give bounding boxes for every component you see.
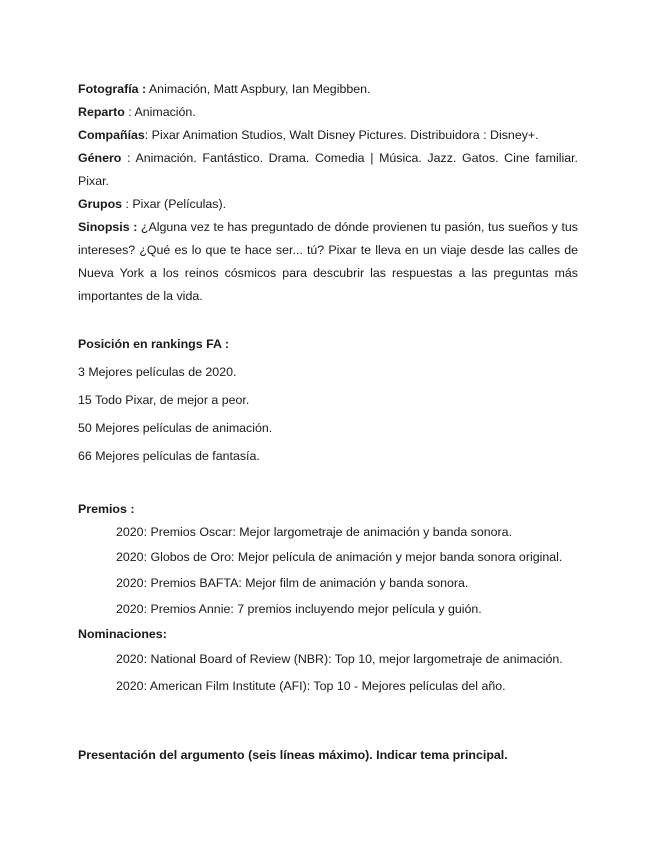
- credit-value: Animación, Matt Aspbury, Ian Megibben.: [146, 82, 371, 96]
- document-page: [78, 78, 578, 767]
- argument-heading: [78, 744, 578, 767]
- nominations-heading: [78, 623, 578, 646]
- credit-label: Fotografía :: [78, 82, 147, 96]
- ranking-item: 3 Mejores películas de 2020.: [78, 365, 237, 379]
- award-item: 2020: Premios BAFTA: Mejor film de animación y banda sonora.: [116, 576, 469, 590]
- credit-value: ¿Alguna vez te has preguntado de dónde provienen tu pasión, tus sueños y tus intereses? ¿Qué es lo que te hace ser... tú? Pixar te lleva en un viaje desde las calles de Nueva York a los reinos cósmicos para descubrir las respuestas a las preguntas más importantes de la vida.: [78, 220, 578, 303]
- nomination-item: 2020: American Film Institute (AFI): Top 10 - Mejores películas del año.: [116, 679, 506, 693]
- award-item: 2020: Globos de Oro: Mejor película de animación y mejor banda sonora original.: [116, 550, 563, 564]
- credit-label: Sinopsis :: [78, 220, 138, 234]
- credit-value: : Animación. Fantástico. Drama. Comedia | Música. Jazz. Gatos. Cine familiar. Pixar.: [78, 151, 578, 188]
- rankings-heading: [78, 333, 578, 356]
- argument-heading-text: Presentación del argumento (seis líneas máximo). Indicar tema principal.: [78, 748, 508, 762]
- ranking-item: 15 Todo Pixar, de mejor a peor.: [78, 393, 250, 407]
- credit-value: : Animación.: [124, 105, 196, 119]
- credit-reparto: [78, 101, 578, 124]
- ranking-item: 66 Mejores películas de fantasía.: [78, 449, 260, 463]
- credit-sinopsis: [78, 216, 578, 308]
- credit-genero: [78, 147, 578, 193]
- credit-label: Reparto: [78, 105, 125, 119]
- nominations-heading-text: Nominaciones:: [78, 627, 167, 641]
- credit-grupos: [78, 193, 578, 216]
- award-item: 2020: Premios Annie: 7 premios incluyendo mejor película y guión.: [116, 602, 482, 616]
- credit-label: Compañías: [78, 128, 145, 142]
- rankings-heading-text: Posición en rankings FA :: [78, 337, 230, 351]
- credit-fotografia: [78, 78, 578, 101]
- credit-companias: [78, 124, 578, 147]
- award-item: 2020: Premios Oscar: Mejor largometraje de animación y banda sonora.: [116, 525, 513, 539]
- ranking-item: 50 Mejores películas de animación.: [78, 421, 273, 435]
- credit-value: : Pixar Animation Studios, Walt Disney Pictures. Distribuidora : Disney+.: [144, 128, 539, 142]
- credit-value: : Pixar (Películas).: [122, 197, 227, 211]
- awards-heading: [78, 498, 578, 521]
- awards-heading-text: Premios :: [78, 502, 135, 516]
- credit-label: Género: [78, 151, 122, 165]
- credit-label: Grupos: [78, 197, 123, 211]
- nomination-item: 2020: National Board of Review (NBR): Top 10, mejor largometraje de animación.: [116, 652, 563, 666]
